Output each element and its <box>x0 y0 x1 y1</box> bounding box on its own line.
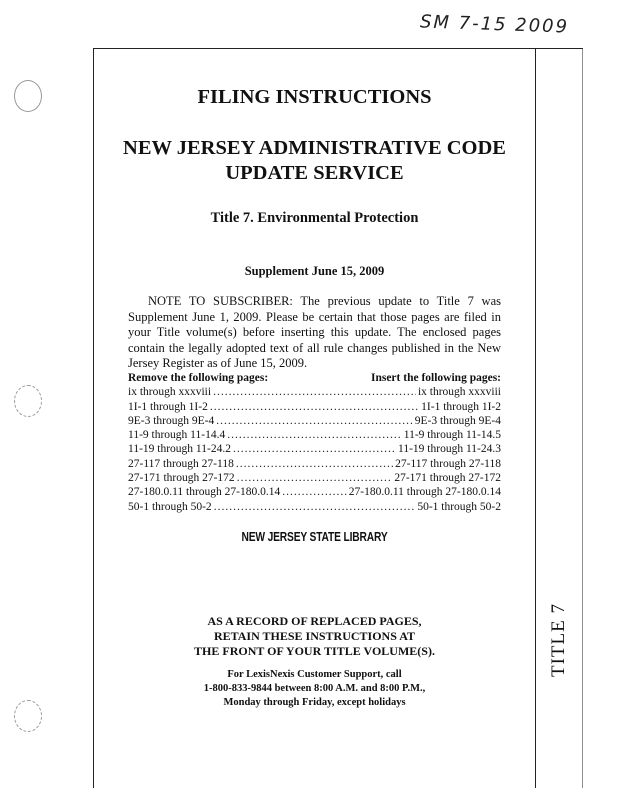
remove-pages: 50-1 through 50-2 <box>128 500 212 513</box>
support-line: 1-800-833-9844 between 8:00 A.M. and 8:00 P.M., <box>203 683 426 694</box>
table-row <box>128 485 501 499</box>
support-line: For LexisNexis Customer Support, call <box>227 669 402 680</box>
insert-pages: 27-171 through 27-172 <box>394 472 501 485</box>
punch-hole-bottom <box>14 700 42 732</box>
remove-pages: 1I-1 through 1I-2 <box>128 400 208 413</box>
table-row <box>128 457 501 471</box>
leader-dots <box>210 400 419 414</box>
supplement-date: Supplement June 15, 2009 <box>244 264 385 278</box>
page-frame-outer <box>582 48 583 788</box>
page-title: FILING INSTRUCTIONS <box>197 86 432 108</box>
subtitle-line: NEW JERSEY ADMINISTRATIVE CODE <box>123 137 506 159</box>
table-row <box>128 442 501 456</box>
spine-label: TITLE 7 <box>548 602 570 678</box>
insert-pages: ix through xxxviii <box>417 386 501 399</box>
subscriber-note: NOTE TO SUBSCRIBER: The previous update to Title 7 was Supplement June 1, 2009. Please be certain that those pages are filed in your Title volume(s) before inserting this update. The enclosed pages contain the legally adopted text of all rule changes published in the New Jersey Register as of June 15, 2009. <box>128 294 501 370</box>
punch-hole-top <box>14 80 42 112</box>
title-section: Title 7. Environmental Protection <box>210 210 419 226</box>
record-line: THE FRONT OF YOUR TITLE VOLUME(S). <box>194 644 435 658</box>
remove-pages: 27-117 through 27-118 <box>128 457 234 470</box>
leader-dots <box>237 471 393 485</box>
remove-pages: ix through xxxviii <box>128 386 212 399</box>
table-row <box>128 500 501 514</box>
punch-hole-middle <box>14 385 42 417</box>
support-line: Monday through Friday, except holidays <box>223 697 406 708</box>
insert-pages: 27-180.0.11 through 27-180.0.14 <box>348 486 501 499</box>
page-subtitle <box>94 136 535 186</box>
leader-dots <box>216 414 413 428</box>
remove-pages: 27-180.0.11 through 27-180.0.14 <box>128 486 281 499</box>
leader-dots <box>213 385 416 399</box>
insert-pages: 11-19 through 11-24.3 <box>398 443 501 456</box>
spine-tab <box>536 590 582 690</box>
record-line: RETAIN THESE INSTRUCTIONS AT <box>213 629 416 643</box>
insert-pages: 27-117 through 27-118 <box>395 457 501 470</box>
remove-pages: 11-19 through 11-24.2 <box>128 443 231 456</box>
leader-dots <box>214 500 416 514</box>
remove-pages: 11-9 through 11-14.4 <box>128 429 226 442</box>
page-frame-top <box>93 48 583 49</box>
table-row <box>128 471 501 485</box>
table-row <box>128 400 501 414</box>
insert-pages: 9E-3 through 9E-4 <box>414 414 501 427</box>
remove-header: Remove the following pages: <box>128 372 269 384</box>
remove-pages: 9E-3 through 9E-4 <box>128 414 215 427</box>
leader-dots <box>236 457 393 471</box>
subtitle-line: UPDATE SERVICE <box>225 162 404 184</box>
leader-dots <box>233 442 396 456</box>
leader-dots <box>282 485 346 499</box>
insert-pages: 50-1 through 50-2 <box>417 500 501 513</box>
insert-header: Insert the following pages: <box>370 372 501 384</box>
handwritten-note: SM 7-15 2009 <box>419 11 570 38</box>
insert-pages: 11-9 through 11-14.5 <box>403 429 501 442</box>
library-stamp: NEW JERSEY STATE LIBRARY <box>241 530 388 544</box>
table-row <box>128 385 501 399</box>
page-replacement-table <box>128 371 501 514</box>
remove-pages: 27-171 through 27-172 <box>128 472 235 485</box>
customer-support <box>94 668 535 710</box>
table-header <box>128 371 501 385</box>
insert-pages: 1I-1 through 1I-2 <box>421 400 501 413</box>
table-row <box>128 428 501 442</box>
leader-dots <box>227 428 402 442</box>
record-instructions <box>94 614 535 659</box>
table-row <box>128 414 501 428</box>
record-line: AS A RECORD OF REPLACED PAGES, <box>207 614 422 628</box>
